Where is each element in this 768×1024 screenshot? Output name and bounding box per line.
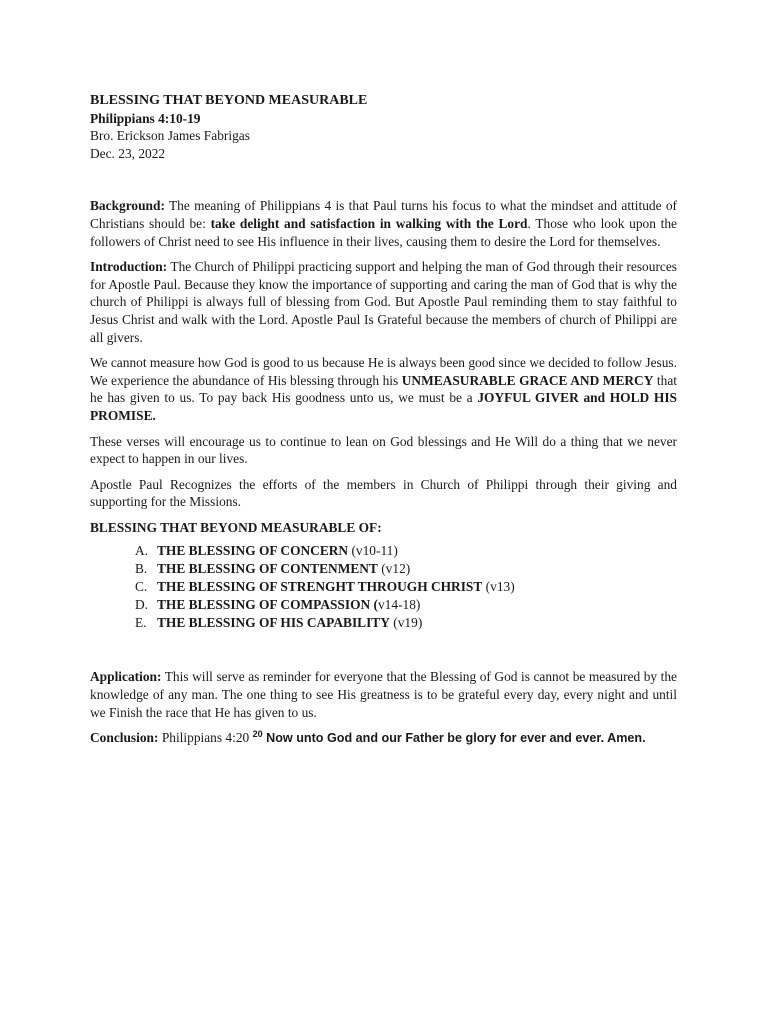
- blessings-list: [90, 542, 677, 631]
- background-text-1: The meaning of Philippians 4 is that Paul turns his focus to what the mindset and attitude of Christians should be:: [90, 198, 677, 231]
- list-item-title: THE BLESSING OF CONTENMENT: [157, 561, 378, 577]
- list-item: [90, 596, 677, 614]
- measure-text-2: that he has given to us. To pay back His goodness unto us, we must be a: [90, 372, 677, 406]
- list-item: [90, 614, 677, 632]
- background-bold: take delight and satisfaction in walking with the Lord: [210, 215, 528, 231]
- introduction-paragraph: [90, 258, 677, 346]
- conclusion-text: Philippians 4:20: [158, 730, 253, 746]
- recognize-paragraph: Apostle Paul Recognizes the efforts of the members in Church of Philippi through their giving and supporting for the Missions.: [90, 476, 677, 510]
- measure-paragraph: [90, 354, 677, 424]
- list-item: [90, 542, 677, 560]
- document-title: BLESSING THAT BEYOND MEASURABLE: [90, 93, 368, 108]
- verse-text: Now unto God and our Father be glory for ever and ever. Amen.: [262, 731, 646, 746]
- list-item: [90, 578, 677, 596]
- background-text-2: . Those who look upon the followers of Christ need to see His influence in their lives, causing them to desire the Lord for themselves.: [90, 215, 677, 249]
- document-body: [90, 92, 677, 756]
- list-item-ref: (v19): [389, 614, 423, 630]
- list-item-title: THE BLESSING OF HIS CAPABILITY: [157, 614, 390, 630]
- list-heading: BLESSING THAT BEYOND MEASURABLE OF:: [90, 519, 382, 535]
- conclusion-paragraph: [90, 729, 677, 748]
- list-item: [90, 560, 677, 578]
- verse-number: 20: [252, 729, 263, 740]
- list-item-ref: (v13): [482, 579, 515, 595]
- background-label: Background:: [90, 198, 165, 214]
- encourage-paragraph: These verses will encourage us to continue to lean on God blessings and He Will do a thing that we never expect to happen in our lives.: [90, 433, 677, 467]
- introduction-text: The Church of Philippi practicing support and helping the man of God through their resources for Apostle Paul. Because they know the importance of supporting and caring the man of God that is why the church of Philippi is always full of blessing from God. But Apostle Paul reminding them to stay faithful to Jesus Christ and walk with the Lord. Apostle Paul Is Grateful because the members of church of Philippi are all givers.: [90, 259, 677, 345]
- application-label: Application:: [90, 669, 162, 685]
- list-marker: C.: [135, 579, 148, 595]
- list-marker: A.: [135, 543, 149, 559]
- author-name: Bro. Erickson James Fabrigas: [90, 128, 250, 144]
- measure-bold-1: UNMEASURABLE GRACE AND MERCY: [401, 372, 654, 388]
- list-item-title: THE BLESSING OF STRENGHT THROUGH CHRIST: [157, 579, 483, 595]
- measure-bold-2: JOYFUL GIVER and HOLD HIS PROMISE.: [90, 390, 677, 423]
- list-item-title: THE BLESSING OF CONCERN: [157, 543, 349, 559]
- list-item-ref: (v10-11): [348, 543, 398, 559]
- list-item-title: THE BLESSING OF COMPASSION (: [157, 596, 378, 612]
- conclusion-label: Conclusion:: [90, 730, 159, 746]
- list-marker: E.: [135, 614, 147, 630]
- application-text: This will serve as reminder for everyone that the Blessing of God is cannot be measured by the knowledge of any man. The one thing to see His greatness is to be grateful every day, every night and until we Finish the race that He has given to us.: [90, 669, 677, 720]
- background-paragraph: [90, 197, 677, 250]
- list-item-ref: v14-18): [377, 596, 421, 612]
- application-paragraph: [90, 668, 677, 721]
- document-date: Dec. 23, 2022: [90, 145, 166, 161]
- measure-text-1: We cannot measure how God is good to us because He is always been good since we decided to follow Jesus. We experience the abundance of His blessing through his: [90, 355, 677, 388]
- scripture-reference: Philippians 4:10-19: [90, 110, 201, 126]
- introduction-label: Introduction:: [90, 259, 168, 275]
- list-marker: B.: [135, 561, 148, 577]
- list-item-ref: (v12): [377, 561, 411, 577]
- list-marker: D.: [135, 596, 149, 612]
